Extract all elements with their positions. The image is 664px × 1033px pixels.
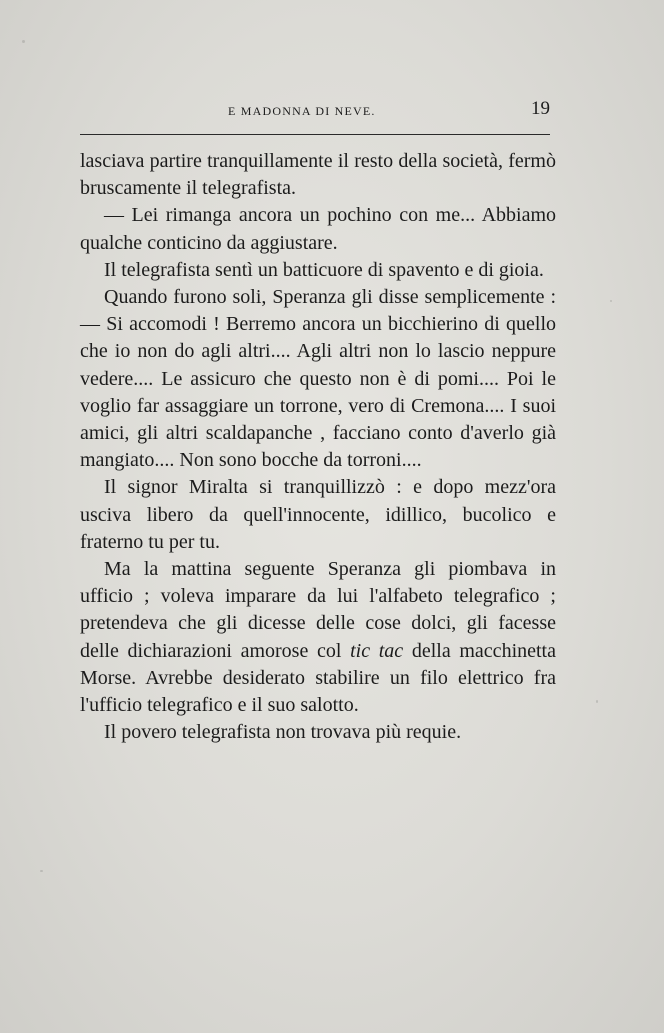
paragraph-2: — Lei rimanga ancora un pochino con me... Abbiamo qualche conticino da aggiustare. <box>80 204 556 254</box>
paragraph-6 <box>80 556 556 719</box>
paragraph-1: lasciava partire tranquillamente il resto della società, fermò bruscamente il telegrafista. <box>80 150 556 200</box>
paper-speck <box>40 870 43 872</box>
running-title: E MADONNA DI NEVE. <box>228 104 376 118</box>
paragraph-6-italic: tic tac <box>350 639 404 662</box>
body-text <box>80 148 556 746</box>
paper-speck <box>610 300 612 302</box>
paragraph-7: Il povero telegrafista non trovava più requie. <box>104 721 462 744</box>
header-rule <box>80 134 550 135</box>
paper-speck <box>596 700 598 703</box>
paragraph-3: Il telegrafista sentì un batticuore di spavento e di gioia. <box>104 258 544 281</box>
page-header <box>80 98 550 128</box>
paragraph-6-text-b: della macchinetta Morse. Avrebbe desiderato stabilire un filo elettrico fra l'ufficio telegrafico e il suo salotto. <box>80 639 556 717</box>
page-number: 19 <box>531 98 550 119</box>
paragraph-5: Il signor Miralta si tranquillizzò : e dopo mezz'ora usciva libero da quell'innocente, idillico, bucolico e fraterno tu per tu. <box>80 476 556 553</box>
paper-speck <box>22 40 25 43</box>
paragraph-4: Quando furono soli, Speranza gli disse semplicemente : — Si accomodi ! Berremo ancora un bicchierino di quello che io non do agli altri.... Agli altri non lo lascio neppure vedere.... Le assicuro che questo non è di pomi.... Poi le voglio far assaggiare un torrone, vero di Cremona.... I suoi amici, gli altri scaldapanche , facciano conto d'averlo già mangiato.... Non sono bocche da torroni.... <box>80 286 556 472</box>
paragraph-6-text-a: Ma la mattina seguente Speranza gli piombava in ufficio ; voleva imparare da lui l'alfabeto telegrafico ; pretendeva che gli dicesse delle cose dolci, gli facesse delle dichiarazioni amorose col <box>80 558 556 662</box>
